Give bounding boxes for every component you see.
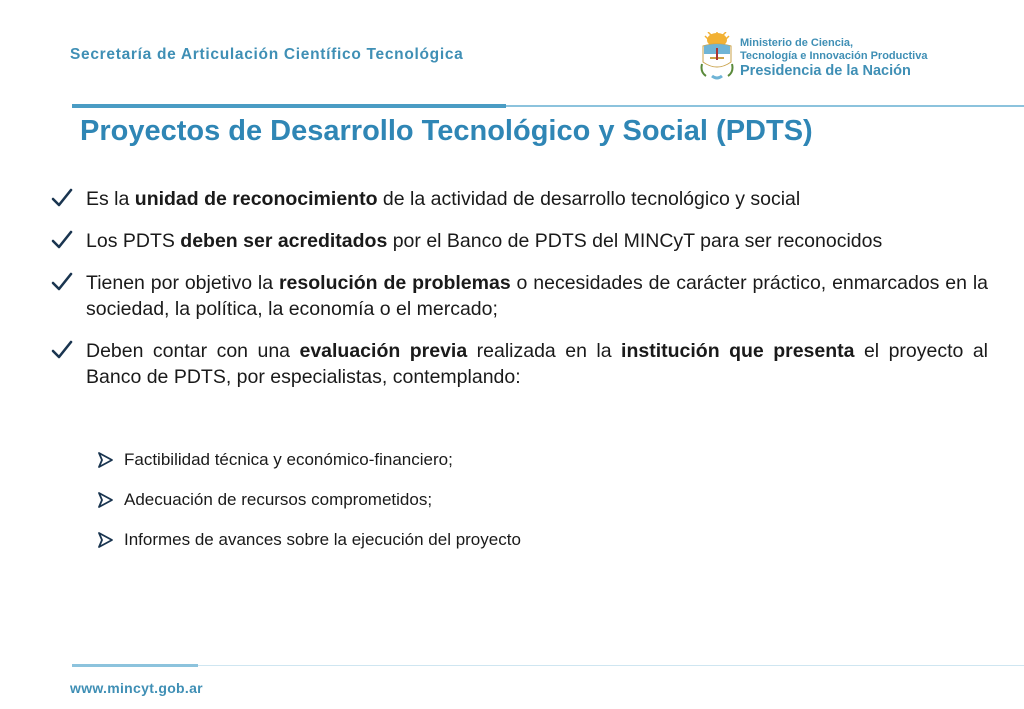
checkmark-icon — [50, 228, 74, 252]
sub-bullet-item — [96, 448, 796, 472]
arrow-right-icon — [96, 491, 116, 509]
arrow-right-icon — [96, 451, 116, 469]
sub-bullet-text: Adecuación de recursos comprometidos; — [124, 490, 433, 509]
bullet-text: o necesidades de carácter práctico, enmarcados en la sociedad, la política, la economía o el mercado; — [86, 272, 988, 320]
bullet-text: Deben contar con una — [86, 340, 300, 362]
bullet-text: Los PDTS — [86, 230, 181, 252]
bullet-text: de la actividad de desarrollo tecnológico y social — [377, 188, 801, 210]
header-divider-thin — [506, 105, 1024, 107]
ministry-logo — [700, 32, 940, 84]
bullet-text: Es la — [86, 188, 135, 210]
bullet-item — [50, 338, 988, 390]
header-title: Secretaría de Articulación Científico Tecnológica — [70, 46, 464, 63]
sub-bullet-text: Informes de avances sobre la ejecución del proyecto — [124, 530, 521, 549]
checkmark-icon — [50, 270, 74, 294]
bullet-text: el proyecto al Banco de PDTS, por especialistas, contemplando: — [86, 340, 989, 388]
bullet-bold-text: institución que presenta — [621, 340, 855, 362]
sub-bullet-text: Factibilidad técnica y económico-financiero; — [124, 450, 453, 469]
footer-url: www.mincyt.gob.ar — [70, 680, 203, 696]
arrow-right-icon — [96, 531, 116, 549]
coat-of-arms-icon — [700, 32, 734, 84]
slide-title: Proyectos de Desarrollo Tecnológico y Social (PDTS) — [80, 115, 813, 147]
sub-bullet-item — [96, 528, 796, 552]
bullet-bold-text: resolución de problemas — [278, 272, 511, 294]
bullet-item — [50, 270, 988, 322]
checkmark-icon — [50, 186, 74, 210]
bullet-bold-text: deben ser acreditados — [180, 230, 388, 252]
bullet-item — [50, 228, 988, 254]
bullet-item — [50, 186, 988, 212]
logo-line-1: Ministerio de Ciencia, — [740, 37, 854, 49]
bullet-text: realizada en la — [467, 340, 622, 362]
header-divider-thick — [72, 104, 506, 108]
sub-bullet-item — [96, 488, 796, 512]
logo-line-2: Tecnología e Innovación Productiva — [740, 50, 928, 62]
bullet-list — [50, 186, 988, 390]
footer-divider-thin — [198, 665, 1024, 666]
bullet-bold-text: unidad de reconocimiento — [134, 188, 378, 210]
checkmark-icon — [50, 338, 74, 362]
bullet-text: Tienen por objetivo la — [86, 272, 279, 294]
bullet-text: por el Banco de PDTS del MINCyT para ser reconocidos — [387, 230, 883, 252]
bullet-bold-text: evaluación previa — [299, 340, 468, 362]
logo-line-3: Presidencia de la Nación — [740, 63, 911, 79]
sub-bullet-list — [96, 448, 796, 552]
footer-divider-thick — [72, 664, 198, 667]
